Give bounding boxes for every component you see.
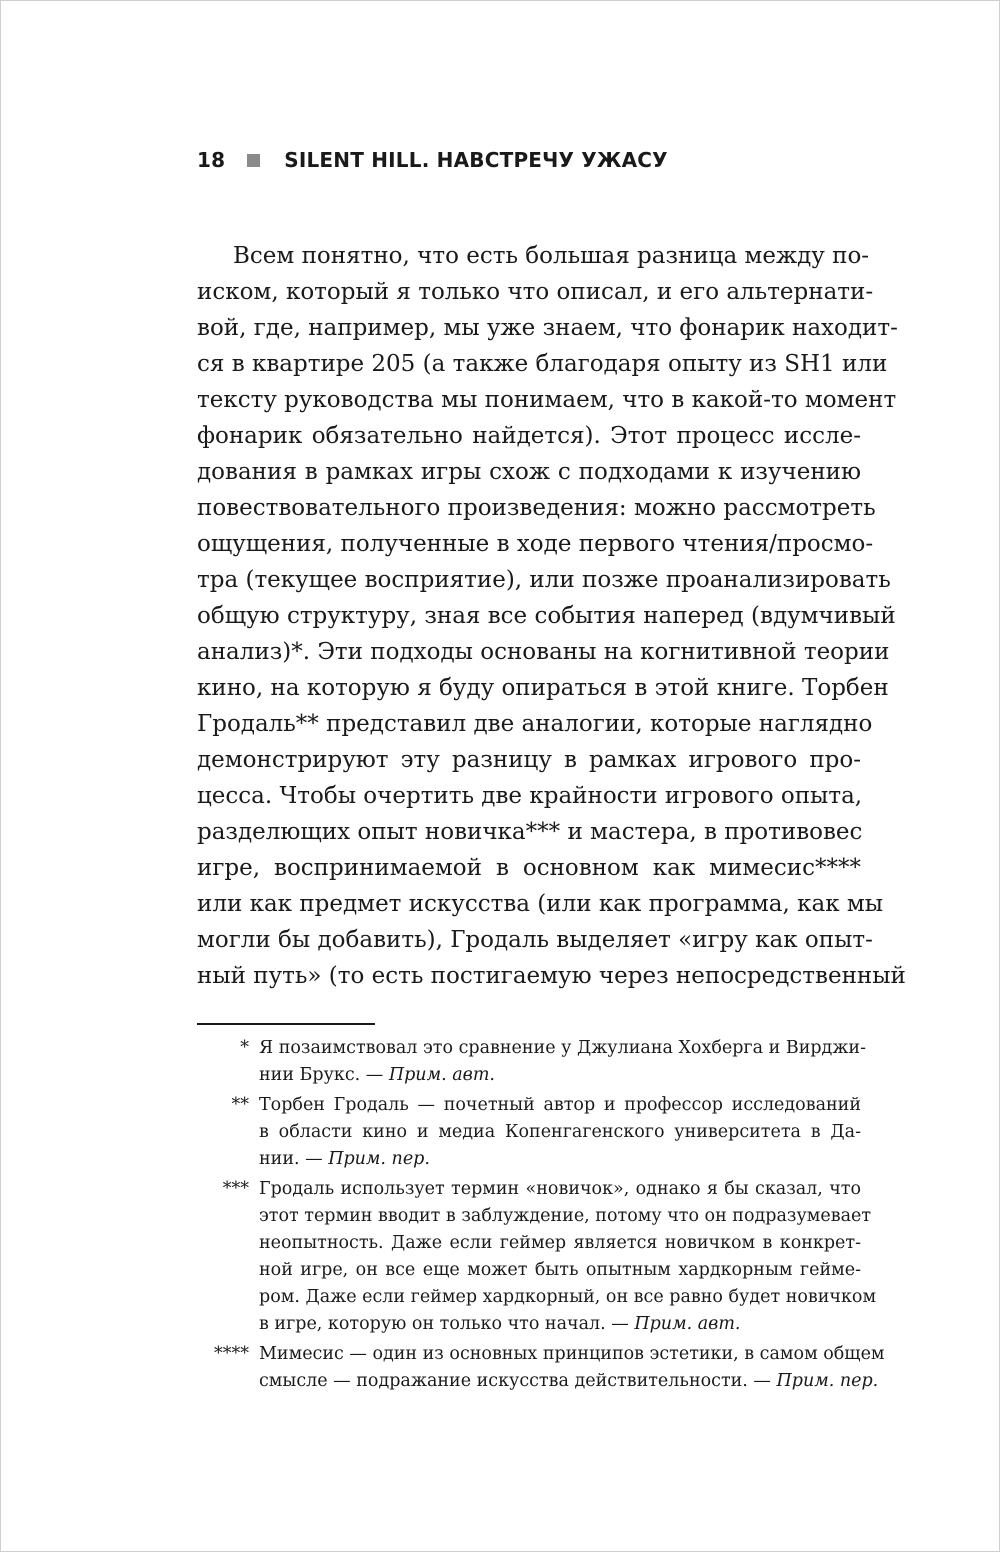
body-line: повествовательного произведения: можно рассмотреть bbox=[197, 495, 876, 521]
body-line: могли бы добавить), Гродаль выделяет «игру как опыт- bbox=[197, 927, 873, 953]
footnote-text: ной игре, он все еще может быть опытным хардкорным гейме- bbox=[259, 1260, 861, 1280]
footnote-text: нии. — bbox=[259, 1149, 329, 1169]
footnote-line bbox=[259, 1203, 872, 1230]
body-line: или как предмет искусства (или как программа, как мы bbox=[197, 891, 884, 917]
note-tag: Прим. пер. bbox=[328, 1149, 430, 1169]
footnote-line bbox=[259, 1230, 861, 1257]
footnote-mark: ** bbox=[231, 1095, 249, 1115]
footnote-text: нии Брукс. — bbox=[259, 1065, 389, 1085]
body-line: Всем понятно, что есть большая разница между по- bbox=[233, 243, 870, 269]
footnote-text: в области кино и медиа Копенгагенского университета в Да- bbox=[259, 1122, 861, 1142]
footnote bbox=[197, 1092, 861, 1173]
body-line: ся в квартире 205 (а также благодаря опыту из SH1 или bbox=[197, 351, 888, 377]
footnote-line bbox=[259, 1257, 861, 1284]
footnote-mark: *** bbox=[222, 1179, 249, 1199]
body-paragraph bbox=[197, 238, 906, 994]
footnote-line bbox=[259, 1311, 861, 1338]
footnote-line bbox=[259, 1062, 861, 1089]
footnote-text: Я позаимствовал это сравнение у Джулиана Хохберга и Вирджи- bbox=[259, 1038, 867, 1058]
body-line: разделющих опыт новичка*** и мастера, в противовес bbox=[197, 819, 863, 845]
footnote bbox=[197, 1035, 867, 1089]
footnote-line bbox=[259, 1092, 861, 1119]
body-line: тексту руководства мы понимаем, что в какой-то момент bbox=[197, 387, 897, 413]
footnotes bbox=[197, 1035, 885, 1398]
note-tag: Прим. авт. bbox=[634, 1314, 741, 1334]
footnote-text: Торбен Гродаль — почетный автор и профессор исследований bbox=[259, 1095, 861, 1115]
book-title: SILENT HILL. НАВСТРЕЧУ УЖАСУ bbox=[284, 148, 668, 172]
footnote-line bbox=[259, 1176, 861, 1203]
note-tag: Прим. авт. bbox=[388, 1065, 495, 1085]
body-line: Гродаль** представил две аналогии, которые наглядно bbox=[197, 711, 873, 737]
footnote-rule bbox=[197, 1023, 375, 1025]
body-line: тра (текущее восприятие), или позже проанализировать bbox=[197, 567, 891, 593]
footnote-line bbox=[259, 1146, 861, 1173]
footnote-mark: **** bbox=[214, 1344, 249, 1364]
body-line: демонстрируют эту разницу в рамках игрового про- bbox=[197, 747, 861, 773]
page-number: 18 bbox=[197, 148, 226, 172]
footnote-mark: * bbox=[240, 1038, 249, 1058]
footnote bbox=[197, 1341, 885, 1395]
footnote-text: этот термин вводит в заблуждение, потому что он подразумевает bbox=[259, 1206, 872, 1226]
body-line: дования в рамках игры схож с подходами к изучению bbox=[197, 459, 861, 485]
footnote-line bbox=[259, 1035, 867, 1062]
footnote bbox=[197, 1176, 877, 1338]
footnote-text: неопытность. Даже если геймер является новичком в конкрет- bbox=[259, 1233, 861, 1253]
body-line: кино, на которую я буду опираться в этой книге. Торбен bbox=[197, 675, 889, 701]
body-line: ощущения, полученные в ходе первого чтения/просмо- bbox=[197, 531, 874, 557]
footnote-text: в игре, которую он только что начал. — bbox=[259, 1314, 635, 1334]
footnote-text: ром. Даже если геймер хардкорный, он все равно будет новичком bbox=[259, 1287, 877, 1307]
running-head bbox=[197, 145, 668, 175]
body-line: фонарик обязательно найдется). Этот процесс иссле- bbox=[197, 423, 861, 449]
footnote-text: смысле — подражание искусства действительности. — bbox=[259, 1371, 777, 1391]
square-bullet-icon bbox=[247, 154, 260, 167]
body-line: игре, воспринимаемой в основном как мимесис**** bbox=[197, 855, 861, 881]
footnote-line bbox=[259, 1341, 885, 1368]
note-tag: Прим. пер. bbox=[776, 1371, 879, 1391]
body-line: общую структуру, зная все события наперед (вдумчивый bbox=[197, 603, 896, 629]
footnote-line bbox=[259, 1119, 861, 1146]
body-line: вой, где, например, мы уже знаем, что фонарик находит- bbox=[197, 315, 898, 341]
footnote-line bbox=[259, 1284, 877, 1311]
footnote-text: Гродаль использует термин «новичок», однако я бы сказал, что bbox=[259, 1179, 861, 1199]
body-line: иском, который я только что описал, и его альтернати- bbox=[197, 279, 874, 305]
footnote-line bbox=[259, 1368, 879, 1395]
footnote-text: Мимесис — один из основных принципов эстетики, в самом общем bbox=[259, 1344, 885, 1364]
body-line: анализ)*. Эти подходы основаны на когнитивной теории bbox=[197, 639, 890, 665]
body-line: ный путь» (то есть постигаемую через непосредственный bbox=[197, 963, 906, 989]
body-line: цесса. Чтобы очертить две крайности игрового опыта, bbox=[197, 783, 863, 809]
